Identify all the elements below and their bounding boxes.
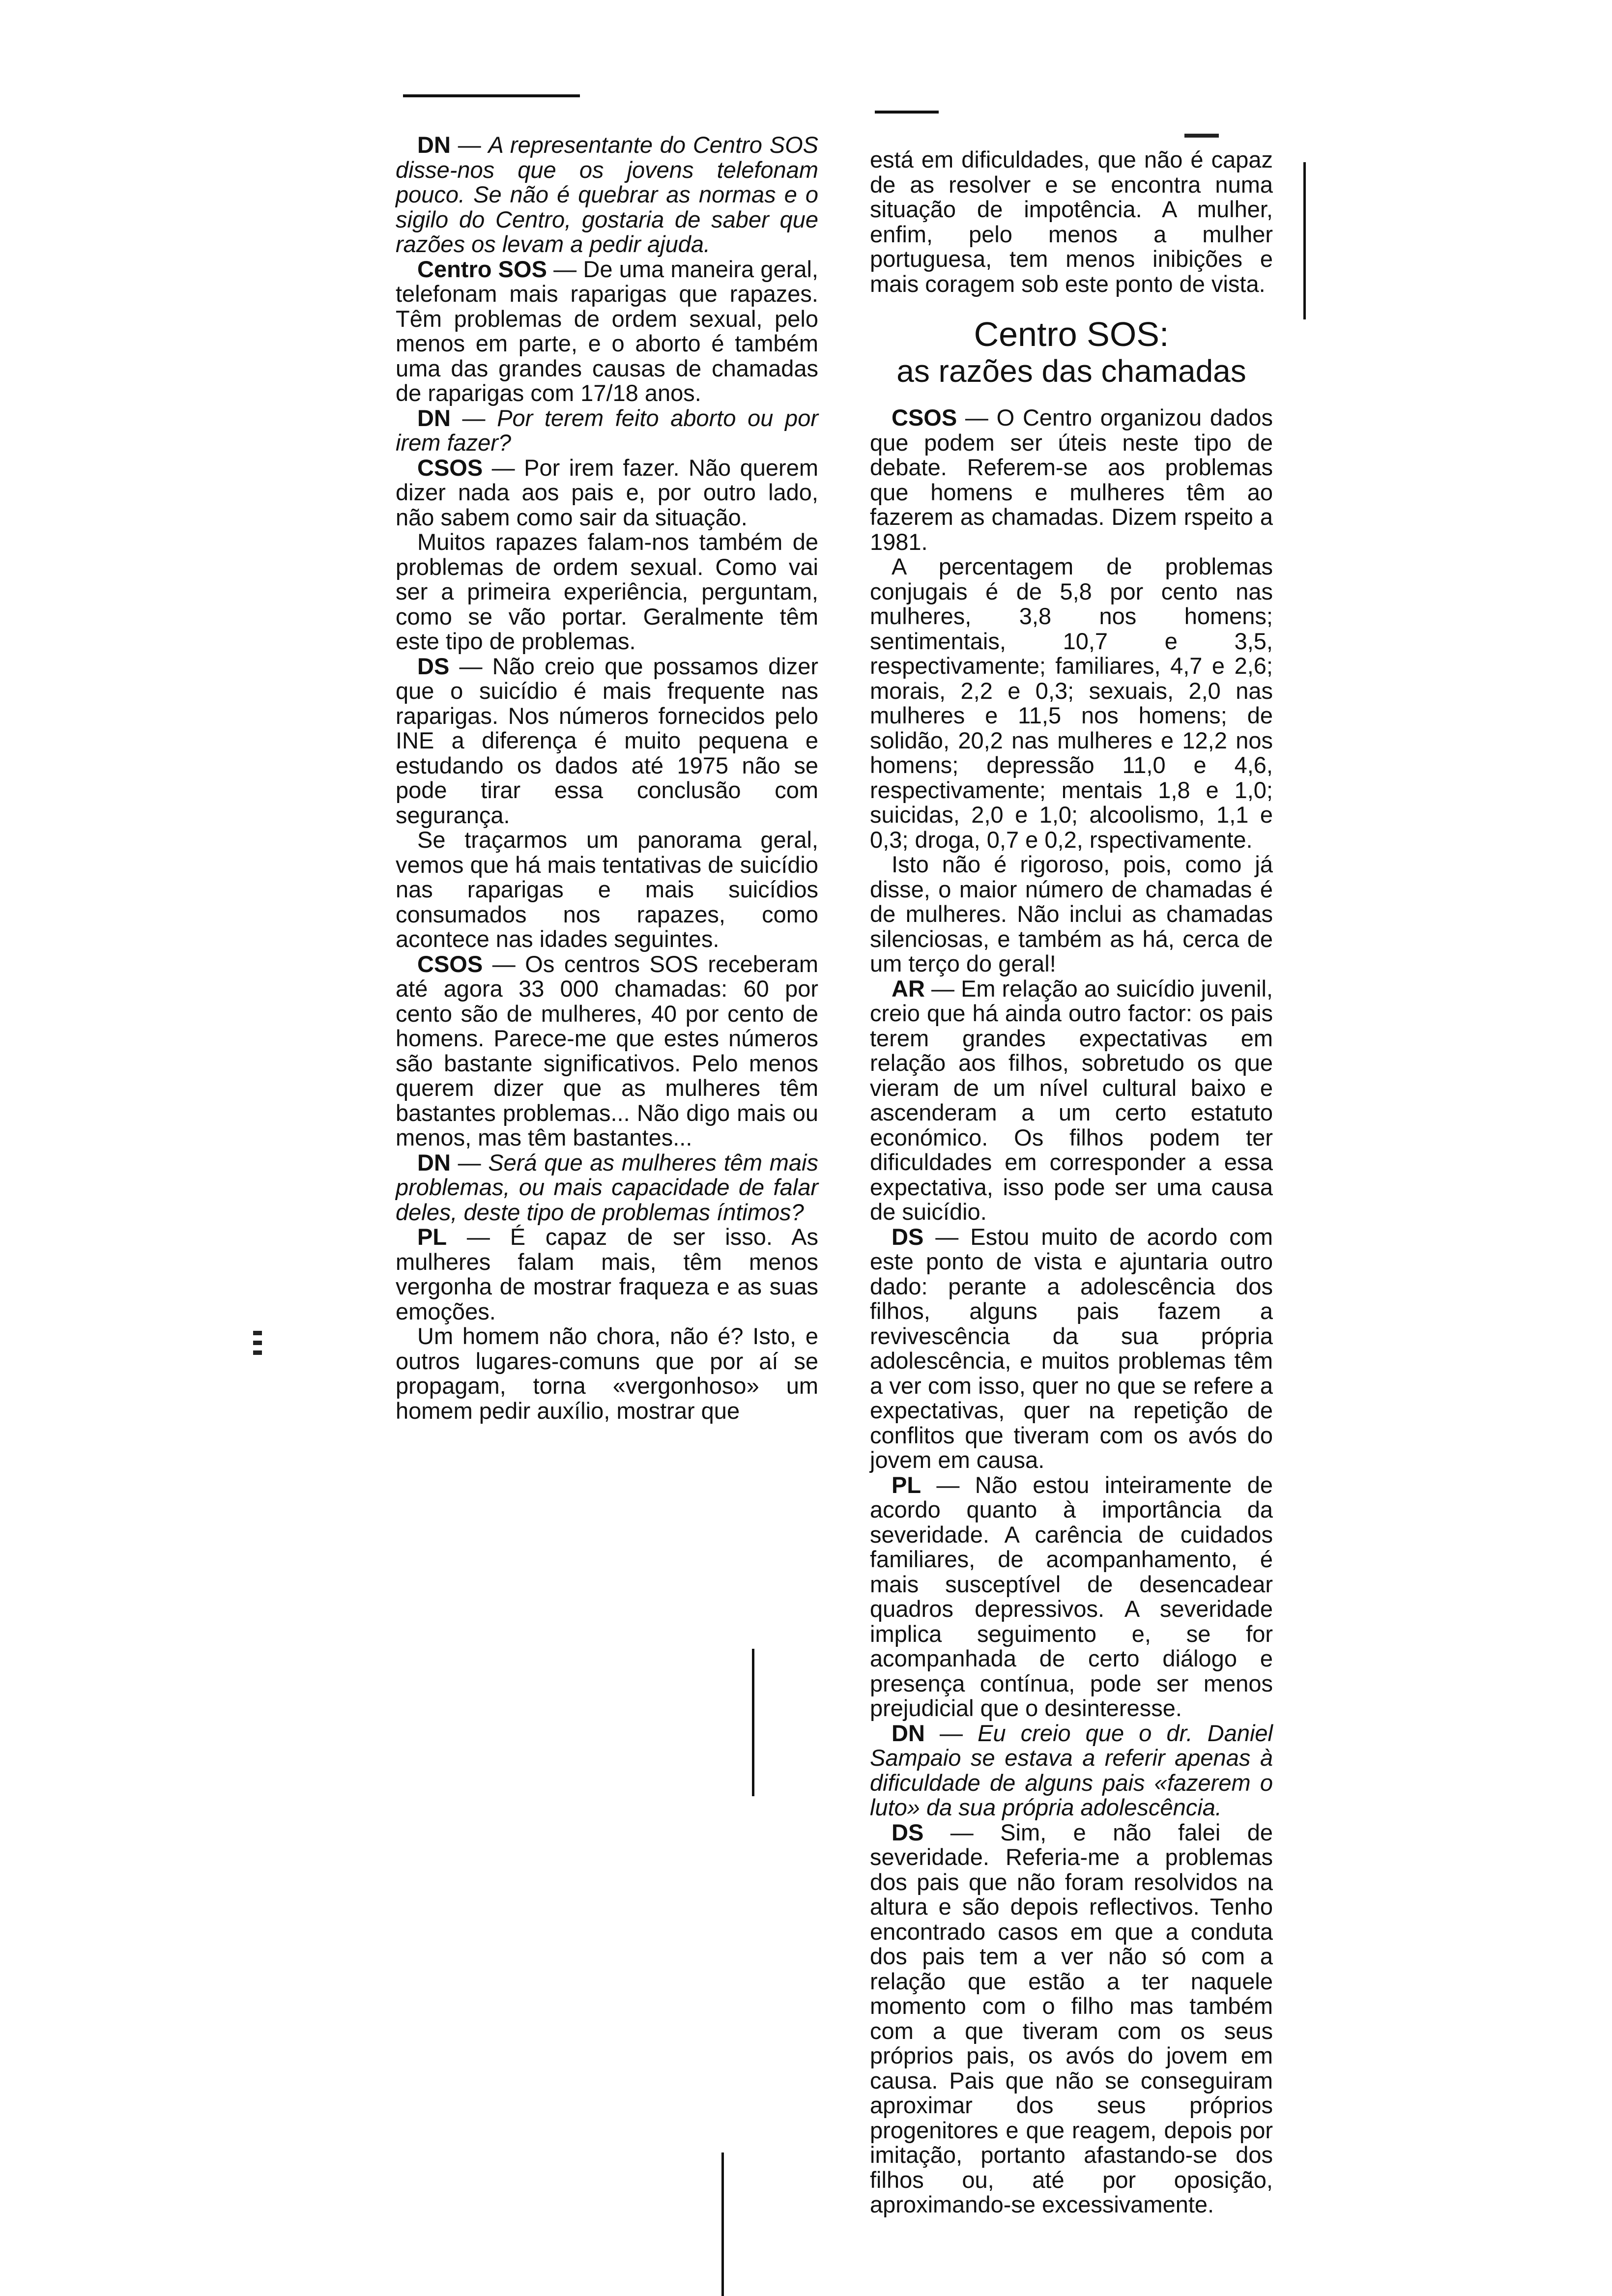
column-divider-lower [752,1649,754,1796]
paragraph-text: Um homem não chora, não é? Isto, e outros lugares-comuns que por aí se propagam, torna «vergonhoso» um homem pedir auxílio, mostrar que [396,1323,818,1424]
speaker-label: DN [417,1149,451,1176]
speaker-dash: — [921,1471,975,1498]
paragraph-text: De uma maneira geral, telefonam mais raparigas que rapazes. Têm problemas de ordem sexual, pelo menos em parte, e o aborto é também uma das grandes causas de chamadas de raparigas com 17/18 anos. [396,256,818,406]
paragraph-text: Se traçarmos um panorama geral, vemos que há mais tentativas de suicídio nas raparigas e mais suicídios consumados nos rapazes, como acontece nas idades seguintes. [396,827,818,952]
paragraph-text: Estou muito de acordo com este ponto de vista e ajuntaria outro dado: perante a adolescência dos filhos, alguns pais fazem a revivescência da sua própria adolescência, e muitos problemas têm a ver com isso, quer no que se refere a expectativas, quer na repetição de conflitos que tiveram com os avós do jovem em causa. [870,1223,1273,1473]
speaker-label: PL [417,1224,447,1250]
article-paragraph [870,852,1273,976]
speaker-dash: — [924,975,961,1002]
speaker-dash: — [957,404,997,430]
speaker-label: CSOS [417,454,483,481]
speaker-dash: — [483,950,525,977]
subhead-line-2: as razões das chamadas [896,353,1246,389]
right-lead-text [870,147,1273,296]
speaker-label: PL [892,1471,921,1498]
right-edge-rule [1303,162,1306,319]
article-paragraph [870,1473,1273,1721]
speaker-label: DS [892,1819,924,1845]
article-paragraph [396,406,818,456]
article-paragraph [396,952,818,1150]
article-paragraph [396,828,818,952]
paragraph-text: Muitos rapazes falam-nos também de problemas de ordem sexual. Como vai ser a primeira experiência, perguntam, como se vão portar. Geralmente têm este tipo de problemas. [396,529,818,654]
speaker-label: DN [892,1720,925,1746]
paragraph-text: Isto não é rigoroso, pois, como já disse, o maior número de chamadas é de mulheres. Não inclui as chamadas silenciosas, e também as há, cerca de um terço do geral! [870,851,1273,976]
speaker-dash: — [547,256,583,282]
scan-speck [253,1331,262,1335]
speaker-label: CSOS [892,404,957,430]
paragraph-text: Não estou inteiramente de acordo quanto à importância da severidade. A carência de cuidados familiares, de acompanhamento, é mais susceptível de desencadear quadros depressivos. A severidade implica seguimento e, se for acompanhada de certo diálogo e presença contínua, pode ser menos prejudicial que o desinteresse. [870,1471,1273,1721]
speaker-label: Centro SOS [417,256,547,282]
paragraph-text: O Centro organizou dados que podem ser úteis neste tipo de debate. Referem-se aos problemas que homens e mulheres têm ao fazerem as chamadas. Dizem rspeito a 1981. [870,404,1273,555]
paragraph-text: Em relação ao suicídio juvenil, creio que há ainda outro factor: os pais terem grandes expectativas em relação aos filhos, sobretudo os que vieram de um nível cultural baixo e ascenderam a um certo estatuto económico. Os filhos podem ter dificuldades em corresponder a essa expectativa, isso pode ser uma causa de suicídio. [870,975,1273,1225]
speaker-label: CSOS [417,950,483,977]
article-paragraph [870,405,1273,554]
speaker-label: AR [892,975,925,1002]
article-paragraph [396,1150,818,1225]
article-column-left [396,133,818,1423]
speaker-dash: — [447,1224,510,1250]
article-paragraph [870,554,1273,852]
paragraph-text: Por irem fazer. Não querem dizer nada aos pais e, por outro lado, não sabem como sair da situação. [396,454,818,530]
speaker-dash: — [450,404,497,431]
article-paragraph [396,530,818,654]
top-rule-left [403,94,580,97]
paragraph-text: A percentagem de problemas conjugais é de 5,8 por cento nas mulheres, 3,8 nos homens; sentimentais, 10,7 e 3,5, respectivamente; familiares, 4,7 e 2,6; morais, 2,2 e 0,3; sexuais, 2,0 nas mulheres e 11,5 nos homens; de solidão, 20,2 nas mulheres e 12,2 nos homens; depressão 11,0 e 4,6, respectivamente; mentais 1,8 e 1,0; suicidas, 2,0 e 1,0; alcoolismo, 1,1 e 0,3; droga, 0,7 e 0,2, rspectivamente. [870,553,1273,853]
paragraph-text: está em dificuldades, que não é capaz de as resolver e se encontra numa situação de impotência. A mulher, enfim, pelo menos a mulher portuguesa, tem menos inibições e mais coragem sob este ponto de vista. [870,146,1273,297]
speaker-label: DN [417,404,451,431]
speaker-dash: — [449,653,492,679]
article-paragraph [396,1324,818,1423]
scan-speck [1184,134,1219,138]
speaker-dash: — [450,1149,489,1176]
article-paragraph [870,147,1273,296]
article-paragraph [396,456,818,530]
paragraph-text: É capaz de ser isso. As mulheres falam mais, têm menos vergonha de mostrar fraqueza e as suas emoções. [396,1224,818,1324]
speaker-dash: — [483,454,524,481]
subhead-line-1: Centro SOS: [974,315,1169,353]
column-divider-bottom [721,2152,724,2296]
scan-speck [253,1350,262,1355]
speaker-dash: — [923,1223,971,1250]
scan-speck [253,1341,262,1345]
article-paragraph [870,976,1273,1225]
paragraph-text: Por terem feito aborto ou por irem fazer? [396,404,818,456]
article-paragraph [870,1820,1273,2217]
article-paragraph [396,1225,818,1324]
speaker-dash: — [450,132,489,158]
paragraph-text: A representante do Centro SOS disse-nos que os jovens telefonam pouco. Se não é quebrar as normas e o sigilo do Centro, gostaria de saber que razões os levam a pedir ajuda. [396,132,818,257]
article-paragraph [870,1225,1273,1473]
article-paragraph [870,1721,1273,1820]
speaker-label: DN [417,132,451,158]
speaker-dash: — [923,1819,1001,1845]
article-column-right [870,147,1273,2217]
paragraph-text: Sim, e não falei de severidade. Referia-me a problemas dos pais que não foram resolvidos na altura e são depois reflectivos. Tenho encontrado casos em que a conduta dos pais tem a ver não só com a relação que estão a ter naquele momento com o filho mas também com a que tiveram com os seus próprios pais, os avós do jovem em causa. Pais que não se conseguiram aproximar dos seus próprios progenitores e que reagem, depois por imitação, portanto afastando-se dos filhos ou, até por oposição, aproximando-se excessivamente. [870,1819,1273,2217]
paragraph-text: Será que as mulheres têm mais problemas, ou mais capacidade de falar deles, deste tipo de problemas íntimos? [396,1149,818,1225]
article-paragraph [396,654,818,828]
right-body-text [870,405,1273,2217]
speaker-dash: — [924,1720,978,1746]
article-paragraph [396,257,818,406]
speaker-label: DS [417,653,450,679]
section-subhead [870,315,1273,389]
paragraph-text: Os centros SOS receberam até agora 33 000 chamadas: 60 por cento são de mulheres, 40 por cento de homens. Parece-me que estes números são bastante significativos. Pelo menos querem dizer que as mulheres têm bastantes problemas... Não digo mais ou menos, mas têm bastantes... [396,950,819,1150]
speaker-label: DS [892,1223,924,1250]
paragraph-text: Não creio que possamos dizer que o suicídio é mais frequente nas raparigas. Nos números fornecidos pelo INE a diferença é muito pequena e estudando os dados até 1975 não se pode tirar essa conclusão com segurança. [396,653,818,828]
paragraph-text: Eu creio que o dr. Daniel Sampaio se estava a referir apenas à dificuldade de alguns pais «fazerem o luto» da sua própria adolescência. [870,1720,1273,1820]
top-rule-right [875,111,939,114]
article-paragraph [396,133,818,257]
